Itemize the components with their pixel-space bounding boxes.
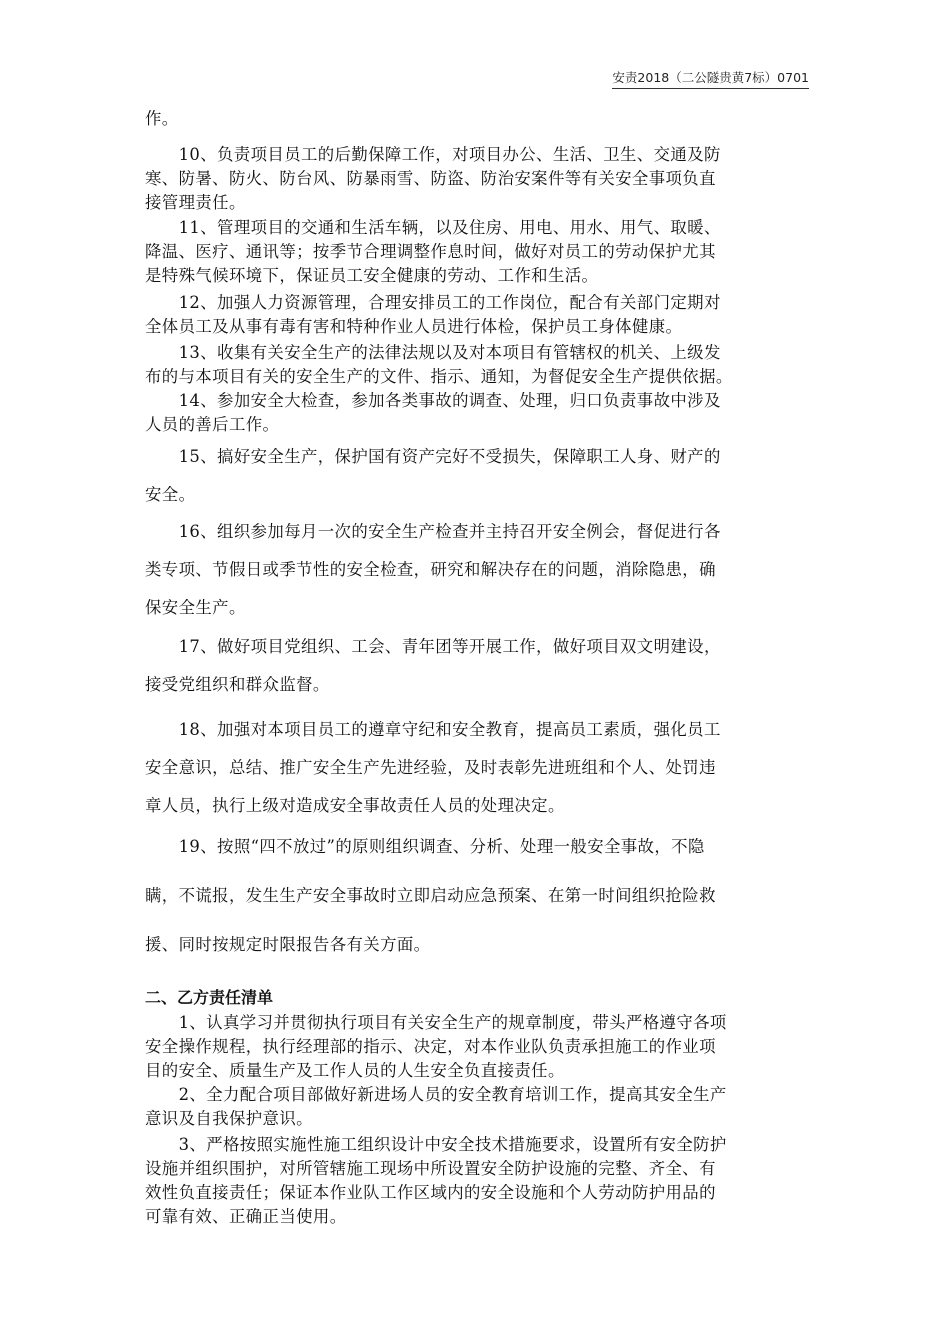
text-line: 1、认真学习并贯彻执行项目有关安全生产的规章制度，带头严格遵守各项 [145, 1013, 727, 1032]
text-line: 目的安全、质量生产及工作人员的人生安全负直接责任。 [145, 1061, 565, 1080]
section-heading: 二、乙方责任清单 [145, 988, 274, 1007]
section-paragraph-1 [145, 1011, 807, 1083]
paragraph-item-15 [145, 438, 807, 514]
paragraph-item-17 [145, 628, 807, 704]
text-line: 作。 [145, 109, 179, 128]
text-line: 18、加强对本项目员工的遵章守纪和安全教育，提高员工素质，强化员工 [145, 720, 721, 739]
text-line: 15、搞好安全生产，保护国有资产完好不受损失，保障职工人身、财产的 [145, 447, 721, 466]
text-line: 16、组织参加每月一次的安全生产检查并主持召开安全例会，督促进行各 [145, 522, 721, 541]
document-code-header: 安责2018（二公隧贵黄7标）0701 [612, 68, 809, 89]
text-line: 19、按照“四不放过”的原则组织调查、分析、处理一般安全事故，不隐 [145, 837, 705, 856]
text-line: 全体员工及从事有毒有害和特种作业人员进行体检，保护员工身体健康。 [145, 317, 683, 336]
paragraph-item-13 [145, 341, 807, 389]
text-line: 章人员，执行上级对造成安全事故责任人员的处理决定。 [145, 796, 565, 815]
paragraph-item-11 [145, 216, 807, 288]
text-line: 意识及自我保护意识。 [145, 1109, 313, 1128]
section-paragraph-2 [145, 1083, 807, 1131]
text-line: 10、负责项目员工的后勤保障工作，对项目办公、生活、卫生、交通及防 [145, 145, 721, 164]
text-line: 保安全生产。 [145, 598, 246, 617]
text-line: 援、同时按规定时限报告各有关方面。 [145, 935, 431, 954]
paragraph-continuation [145, 108, 807, 130]
section-paragraph-3 [145, 1133, 807, 1229]
text-line: 类专项、节假日或季节性的安全检查，研究和解决存在的问题，消除隐患，确 [145, 560, 716, 579]
text-line: 安全操作规程，执行经理部的指示、决定，对本作业队负责承担施工的作业项 [145, 1037, 716, 1056]
text-line: 效性负直接责任；保证本作业队工作区域内的安全设施和个人劳动防护用品的 [145, 1183, 716, 1202]
paragraph-item-19 [145, 822, 807, 969]
text-line: 安全。 [145, 485, 196, 504]
text-line: 14、参加安全大检查，参加各类事故的调查、处理，归口负责事故中涉及 [145, 391, 721, 410]
text-line: 12、加强人力资源管理，合理安排员工的工作岗位，配合有关部门定期对 [145, 293, 721, 312]
text-line: 3、严格按照实施性施工组织设计中安全技术措施要求，设置所有安全防护 [145, 1135, 727, 1154]
text-line: 设施并组织围护，对所管辖施工现场中所设置安全防护设施的完整、齐全、有 [145, 1159, 716, 1178]
text-line: 安全意识，总结、推广安全生产先进经验，及时表彰先进班组和个人、处罚违 [145, 758, 716, 777]
text-line: 可靠有效、正确正当使用。 [145, 1207, 347, 1226]
text-line: 11、管理项目的交通和生活车辆，以及住房、用电、用水、用气、取暖、 [145, 218, 721, 237]
text-line: 人员的善后工作。 [145, 415, 280, 434]
text-line: 接受党组织和群众监督。 [145, 675, 330, 694]
paragraph-item-12 [145, 291, 807, 339]
paragraph-item-16 [145, 513, 807, 627]
text-line: 17、做好项目党组织、工会、青年团等开展工作，做好项目双文明建设， [145, 637, 721, 656]
text-line: 布的与本项目有关的安全生产的文件、指示、通知，为督促安全生产提供依据。 [145, 367, 733, 386]
text-line: 2、全力配合项目部做好新进场人员的安全教育培训工作，提高其安全生产 [145, 1085, 727, 1104]
text-line: 降温、医疗、通讯等；按季节合理调整作息时间，做好对员工的劳动保护尤其 [145, 242, 716, 261]
paragraph-item-10 [145, 143, 807, 215]
paragraph-item-14 [145, 389, 807, 437]
paragraph-item-18 [145, 711, 807, 825]
text-line: 是特殊气候环境下，保证员工安全健康的劳动、工作和生活。 [145, 266, 599, 285]
text-line: 瞒，不谎报，发生生产安全事故时立即启动应急预案、在第一时间组织抢险救 [145, 886, 716, 905]
text-line: 13、收集有关安全生产的法律法规以及对本项目有管辖权的机关、上级发 [145, 343, 721, 362]
text-line: 接管理责任。 [145, 193, 246, 212]
text-line: 寒、防暑、防火、防台风、防暴雨雪、防盗、防治安案件等有关安全事项负直 [145, 169, 716, 188]
